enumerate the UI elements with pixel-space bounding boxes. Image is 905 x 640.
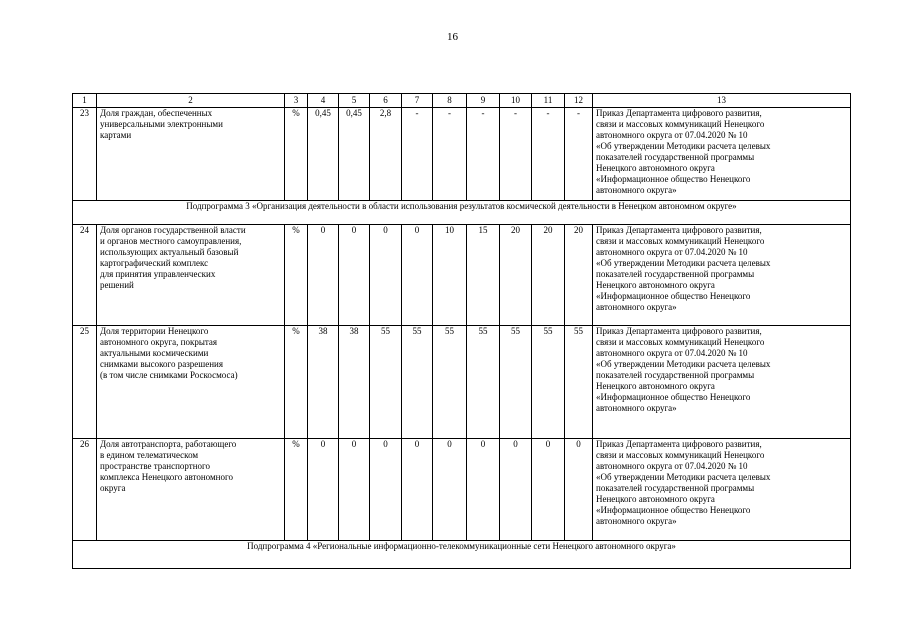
unit-cell: % [285,439,308,541]
row-number: 25 [73,326,97,439]
value-cell: 20 [532,225,565,326]
header-cell: 4 [308,94,339,108]
value-cell: 20 [565,225,593,326]
value-cell: 0 [402,439,433,541]
value-cell: 0 [532,439,565,541]
value-cell: - [467,108,500,201]
source-cell: Приказ Департамента цифрового развития, связи и массовых коммуникаций Ненецкого автономного округа от 07.04.2020 № 10 «Об утверждении Методики расчета целевых показателей государственной программы Ненецкого автономного округа «Информационное общество Ненецкого автономного округа» [593,439,851,541]
value-cell: 55 [565,326,593,439]
header-cell: 5 [339,94,370,108]
value-cell: 55 [467,326,500,439]
subprogram-title: Подпрограмма 3 «Организация деятельности в области использования результатов космической деятельности в Ненецком автономном округе» [73,201,851,225]
header-cell: 13 [593,94,851,108]
value-cell: 0 [339,439,370,541]
value-cell: 38 [339,326,370,439]
row-number: 23 [73,108,97,201]
value-cell: 0,45 [339,108,370,201]
header-cell: 6 [370,94,402,108]
header-cell: 3 [285,94,308,108]
value-cell: 15 [467,225,500,326]
header-cell: 2 [97,94,285,108]
value-cell: 0 [467,439,500,541]
header-cell: 7 [402,94,433,108]
value-cell: 0 [433,439,467,541]
subprogram-title: Подпрограмма 4 «Региональные информационно-телекоммуникационные сети Ненецкого автономного округа» [73,541,851,569]
indicator-name: Доля органов государственной власти и органов местного самоуправления, использующих актуальный базовый картографический комплекс для принятия управленческих решений [97,225,285,326]
value-cell: - [532,108,565,201]
subprogram-row [73,541,851,569]
indicator-name: Доля автотранспорта, работающего в едином телематическом пространстве транспортного комплекса Ненецкого автономного округа [97,439,285,541]
table-row [73,225,851,326]
header-cell: 12 [565,94,593,108]
value-cell: 0 [500,439,532,541]
value-cell: 0,45 [308,108,339,201]
table-row [73,108,851,201]
value-cell: - [402,108,433,201]
row-number: 26 [73,439,97,541]
source-cell: Приказ Департамента цифрового развития, связи и массовых коммуникаций Ненецкого автономного округа от 07.04.2020 № 10 «Об утверждении Методики расчета целевых показателей государственной программы Ненецкого автономного округа «Информационное общество Ненецкого автономного округа» [593,108,851,201]
value-cell: 0 [308,439,339,541]
value-cell: 0 [339,225,370,326]
indicator-name: Доля территории Ненецкого автономного округа, покрытая актуальными космическими снимками высокого разрешения (в том числе снимками Роскосмоса) [97,326,285,439]
value-cell: 0 [370,439,402,541]
value-cell: 0 [370,225,402,326]
unit-cell: % [285,225,308,326]
value-cell: 55 [433,326,467,439]
value-cell: 55 [370,326,402,439]
table-row [73,326,851,439]
indicator-name: Доля граждан, обеспеченных универсальными электронными картами [97,108,285,201]
value-cell: 2,8 [370,108,402,201]
row-number: 24 [73,225,97,326]
value-cell: - [500,108,532,201]
value-cell: 10 [433,225,467,326]
value-cell: 38 [308,326,339,439]
source-cell: Приказ Департамента цифрового развития, связи и массовых коммуникаций Ненецкого автономного округа от 07.04.2020 № 10 «Об утверждении Методики расчета целевых показателей государственной программы Ненецкого автономного округа «Информационное общество Ненецкого автономного округа» [593,326,851,439]
value-cell: - [433,108,467,201]
header-cell: 10 [500,94,532,108]
value-cell: 0 [565,439,593,541]
unit-cell: % [285,326,308,439]
page-number: 16 [447,31,458,43]
value-cell: 55 [402,326,433,439]
unit-cell: % [285,108,308,201]
value-cell: - [565,108,593,201]
header-cell: 9 [467,94,500,108]
value-cell: 0 [308,225,339,326]
table-row [73,439,851,541]
value-cell: 20 [500,225,532,326]
header-cell: 1 [73,94,97,108]
indicators-table [72,93,851,569]
value-cell: 0 [402,225,433,326]
header-row [73,94,851,108]
header-cell: 11 [532,94,565,108]
header-cell: 8 [433,94,467,108]
source-cell: Приказ Департамента цифрового развития, связи и массовых коммуникаций Ненецкого автономного округа от 07.04.2020 № 10 «Об утверждении Методики расчета целевых показателей государственной программы Ненецкого автономного округа «Информационное общество Ненецкого автономного округа» [593,225,851,326]
subprogram-row [73,201,851,225]
value-cell: 55 [500,326,532,439]
value-cell: 55 [532,326,565,439]
